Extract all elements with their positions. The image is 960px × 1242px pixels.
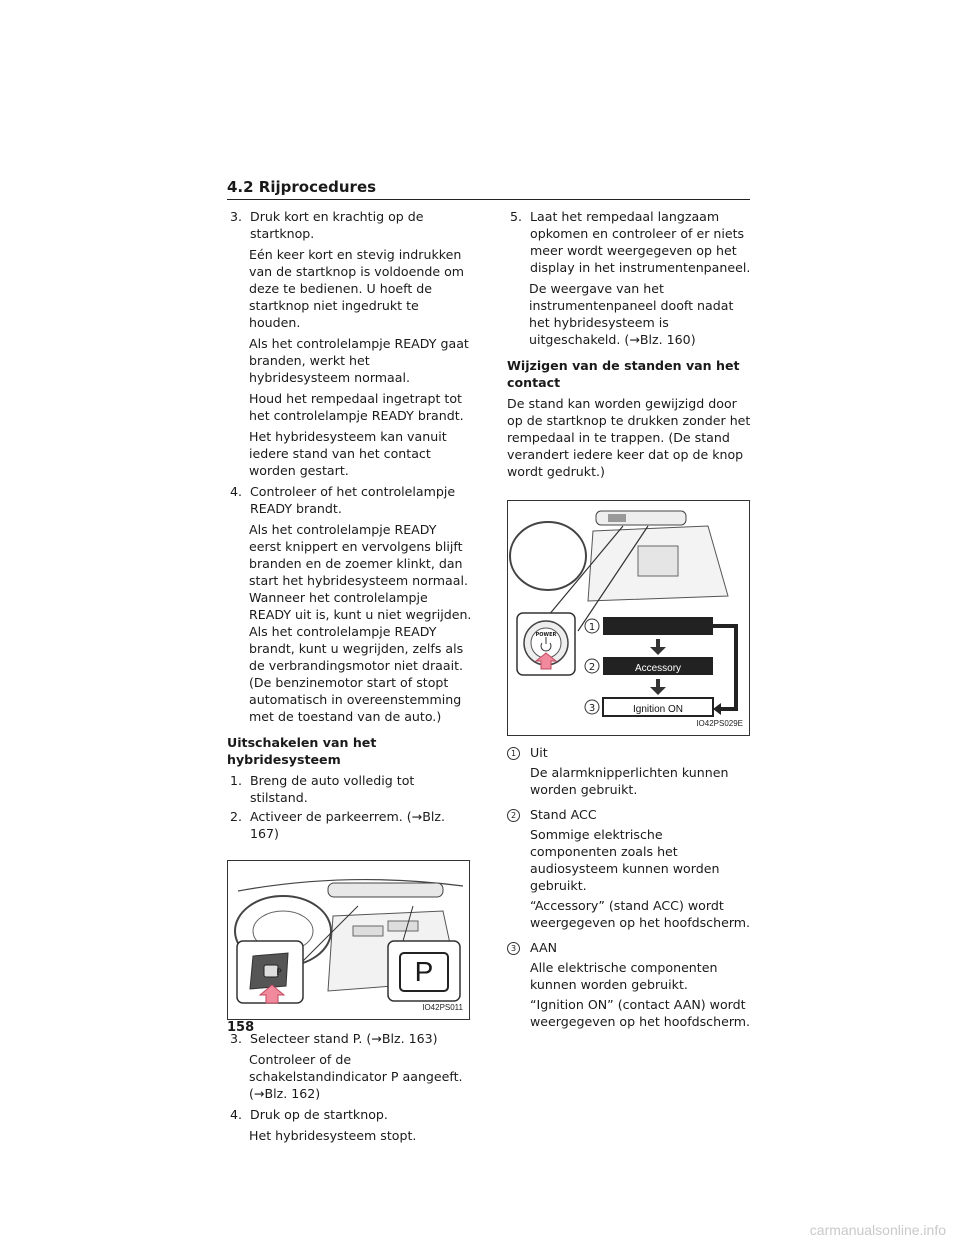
off-step-1 [227,772,472,806]
off-step-2 [227,808,472,842]
figure-code: IO42PS011 [422,1003,463,1012]
mode-bar-label-ignition: Ignition ON [632,704,684,715]
mode-number: 3 [588,703,596,714]
mode-number-badge: 3 [507,942,520,955]
paragraph: Als het controlelampje READY eerst knippert en vervolgens blijft branden en de zoemer klinkt, dan start het hybridesysteem normaal. Wanneer het controlelampje READY uit is, kunt u niet wegrijden. Als het controlelampje READY brandt, kunt u wegrijden, zelfs als de verbrandingsmotor niet draait. (De benzinemotor start of stopt automatisch in overeenstemming met de toestand van de auto.) [249,522,472,724]
page-number: 158 [227,1020,255,1035]
mode-number-badge: 1 [507,747,520,760]
subheading-shutdown: Uitschakelen van het hybridesysteem [227,735,377,767]
step-text: Druk op de startknop. [250,1107,388,1122]
step-3-select-p [227,1030,472,1047]
shift-p-small-label: P [276,968,282,978]
power-button-label: POWER [535,632,557,638]
mode-bar-label-accessory: Accessory [634,663,682,674]
mode-item-acc [507,806,752,931]
step-4-press [227,1106,472,1123]
figure-shift-p [227,860,470,1020]
figure-power-modes [507,500,750,736]
dashboard-shift-illustration [228,861,469,1019]
step-text: Druk kort en krachtig op de startknop. [250,209,424,241]
paragraph: Controleer of de schakelstandindicator P aangeeft. (→Blz. 162) [249,1052,463,1101]
step-text: Activeer de parkeerrem. (→Blz. 167) [250,809,445,841]
step-text: Breng de auto volledig tot stilstand. [250,773,415,805]
subheading-modes: Wijzigen van de standen van het contact [507,358,740,390]
step-text: Laat het rempedaal langzaam opkomen en controleer of er niets meer wordt weergegeven op het display in het instrumentenpaneel. [530,209,751,275]
step-3-start [227,208,472,242]
figure-code: IO42PS029E [696,719,743,728]
mode-number-badge: 2 [507,809,520,822]
mode-description: De alarmknipperlichten kunnen worden gebruikt. [530,765,729,797]
mode-description: Alle elektrische componenten kunnen worden gebruikt. [530,960,718,992]
step-number: 5. [510,209,523,224]
mode-number: 1 [588,622,596,633]
step-5-release [507,208,752,276]
mode-number: 2 [588,662,596,673]
header-divider [227,199,750,200]
mode-title: AAN [530,940,558,955]
mode-description: “Ignition ON” (contact AAN) wordt weergegeven op het hoofdscherm. [530,997,751,1029]
step-number: 3. [230,1031,243,1046]
mode-title: Stand ACC [530,807,597,822]
paragraph: Houd het rempedaal ingetrapt tot het controlelampje READY brandt. [249,391,464,423]
paragraph: Eén keer kort en stevig indrukken van de startknop is voldoende om deze te bedienen. U hoeft de startknop niet ingedrukt te houden. [249,247,465,330]
step-number: 4. [230,1107,243,1122]
mode-description: “Accessory” (stand ACC) wordt weergegeven op het hoofdscherm. [530,898,751,930]
paragraph: Het hybridesysteem kan vanuit iedere stand van het contact worden gestart. [249,429,447,478]
step-number: 2. [230,809,243,824]
mode-item-off [507,744,752,798]
step-number: 1. [230,773,243,788]
paragraph: De weergave van het instrumentenpaneel dooft nadat het hybridesysteem is uitgeschakeld. (→Blz. 160) [529,281,734,347]
step-4-ready [227,483,472,517]
step-number: 4. [230,484,243,499]
mode-description: Sommige elektrische componenten zoals het audiosysteem kunnen worden gebruikt. [530,827,720,893]
right-column [507,208,752,1030]
left-column [227,208,472,1144]
mode-title: Uit [530,745,548,760]
step-text: Controleer of het controlelampje READY brandt. [250,484,456,516]
section-title: 4.2 Rijprocedures [227,178,377,196]
intro-paragraph: De stand kan worden gewijzigd door op de startknop te drukken zonder het rempedaal in te trappen. (De stand verandert iedere keer dat op de knop wordt gedrukt.) [507,396,751,479]
paragraph: Het hybridesysteem stopt. [249,1128,417,1143]
shift-p-label: P [414,956,434,987]
watermark: carmanualsonline.info [809,1222,946,1238]
power-modes-illustration [508,501,749,735]
mode-item-on [507,939,752,1030]
paragraph: Als het controlelampje READY gaat branden, werkt het hybridesysteem normaal. [249,336,469,385]
step-text: Selecteer stand P. (→Blz. 163) [250,1031,438,1046]
step-number: 3. [230,209,243,224]
